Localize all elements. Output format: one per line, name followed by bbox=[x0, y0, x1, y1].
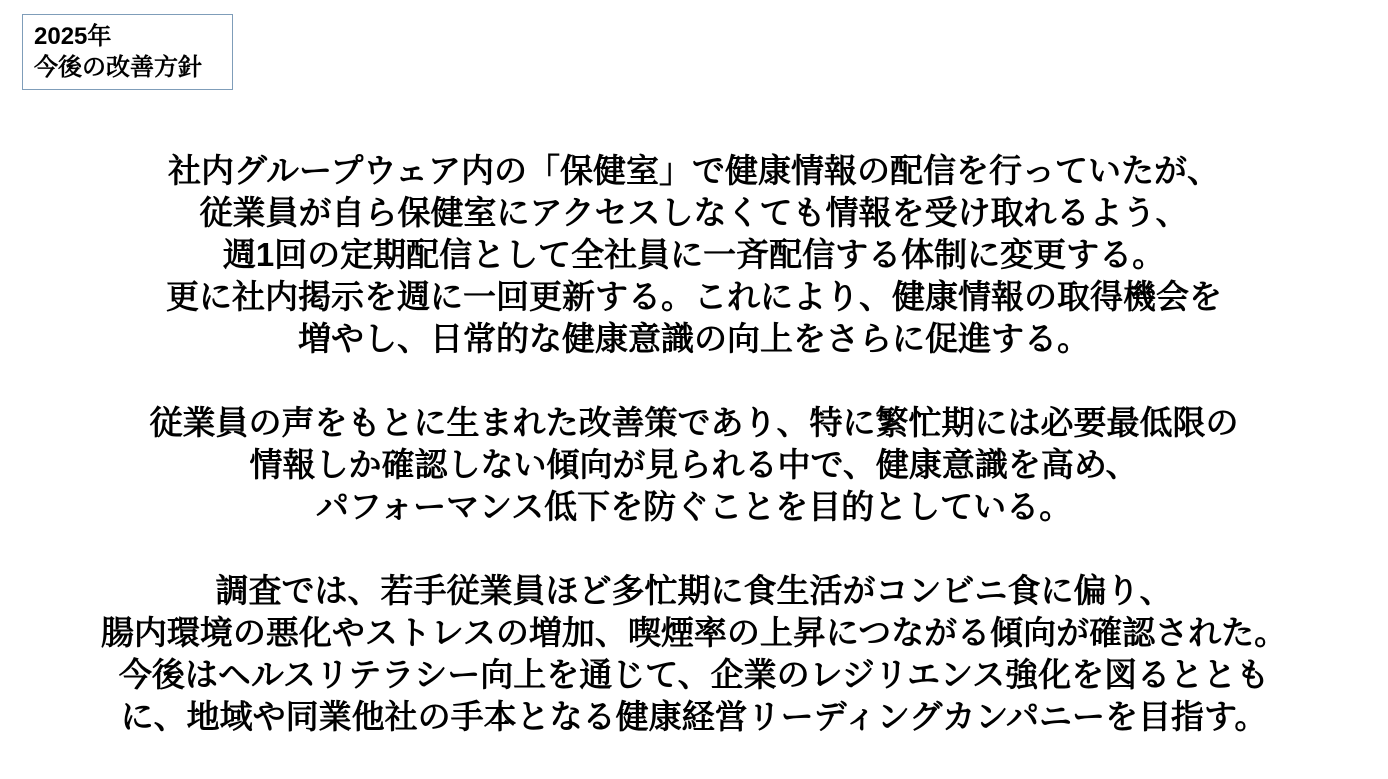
paragraph-1-line-3: 週1回の定期配信として全社員に一斉配信する体制に変更する。 bbox=[222, 236, 1166, 273]
paragraph-1-line-1: 社内グループウェア内の「保健室」で健康情報の配信を行っていたが、 bbox=[167, 152, 1221, 189]
paragraph-2-line-1: 従業員の声をもとに生まれた改善策であり、特に繁忙期には必要最低限の bbox=[149, 404, 1239, 441]
paragraph-3-line-4: に、地域や同業他社の手本となる健康経営リーディングカンパニーを目指す。 bbox=[120, 698, 1268, 735]
paragraph-1-line-5: 増やし、日常的な健康意識の向上をさらに促進する。 bbox=[298, 320, 1090, 357]
paragraph-1-line-2: 従業員が自ら保健室にアクセスしなくても情報を受け取れるよう、 bbox=[199, 194, 1189, 231]
paragraph-3-line-1: 調査では、若手従業員ほど多忙期に食生活がコンビニ食に偏り、 bbox=[215, 572, 1173, 609]
paragraph-1-line-4: 更に社内掲示を週に一回更新する。これにより、健康情報の取得機会を bbox=[166, 278, 1222, 315]
paragraph-3 bbox=[0, 570, 1388, 738]
paragraph-1 bbox=[0, 150, 1388, 360]
slide-body-text bbox=[0, 150, 1388, 738]
paragraph-3-line-3: 今後はヘルスリテラシー向上を通じて、企業のレジリエンス強化を図るととも bbox=[118, 656, 1270, 693]
paragraph-2 bbox=[0, 402, 1388, 528]
title-box bbox=[22, 14, 233, 90]
paragraph-2-line-2: 情報しか確認しない傾向が見られる中で、健康意識を高め、 bbox=[249, 446, 1139, 483]
title-box-year: 2025年 bbox=[34, 23, 112, 50]
paragraph-3-line-2: 腸内環境の悪化やストレスの増加、喫煙率の上昇につながる傾向が確認された。 bbox=[100, 614, 1288, 651]
paragraph-2-line-3: パフォーマンス低下を防ぐことを目的としている。 bbox=[315, 488, 1073, 525]
title-box-subtitle: 今後の改善方針 bbox=[34, 54, 202, 81]
